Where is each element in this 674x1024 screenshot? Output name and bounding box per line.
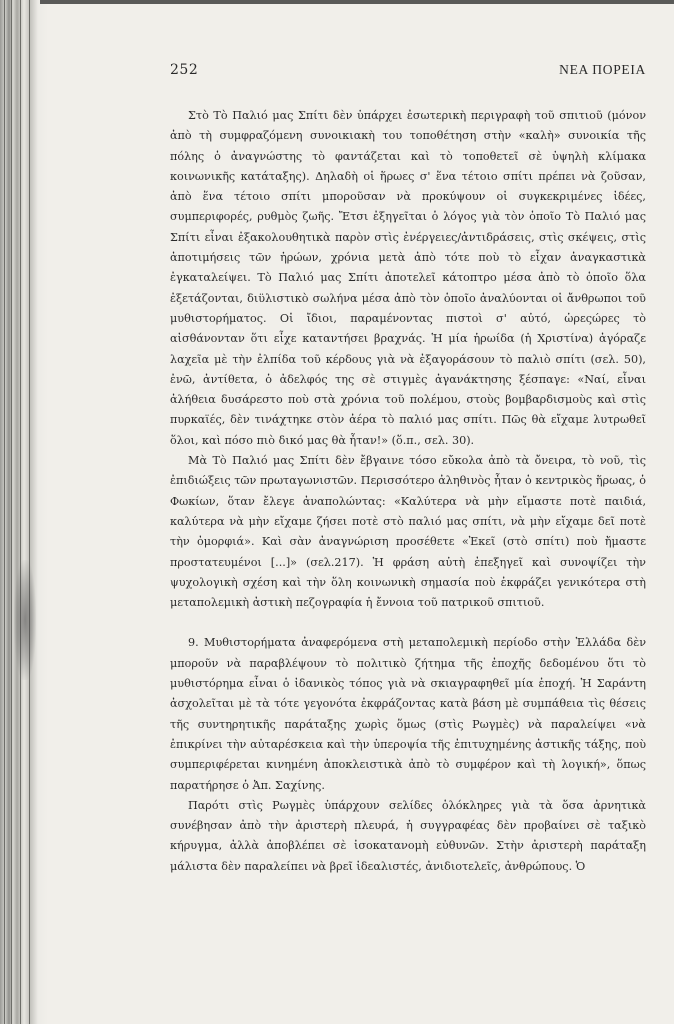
book-spine-shadow — [0, 0, 48, 1024]
spine-line — [20, 0, 21, 1024]
top-edge — [40, 0, 674, 4]
spine-line — [29, 0, 30, 1024]
spine-line — [4, 0, 5, 1024]
paragraph: Παρότι στὶς Ρωγμὲς ὑπάρχουν σελίδες ὁλόκληρες γιὰ τὰ ὅσα ἀρνητικὰ συνέβησαν ἀπὸ τὴν ἀριστερὴ πλευρά, ἡ συγγραφέας δὲν προβαίνει σὲ ταξικὸ κήρυγμα, ἀλλὰ ἀποβλέπει σὲ ἰσοκατανομὴ εὐθυνῶν. Στὴν ἀριστερὴ παράταξη μάλιστα δὲν παραλείπει νὰ βρεῖ ἰδεαλιστές, ἀνιδιοτελεῖς, ἀνθρώπους. Ὁ — [170, 798, 646, 873]
running-head: ΝΕΑ ΠΟΡΕΙΑ — [559, 62, 646, 77]
body-text — [170, 106, 646, 877]
spine-line — [11, 0, 12, 1024]
paragraph: Στὸ Τὸ Παλιό μας Σπίτι δὲν ὑπάρχει ἐσωτερικὴ περιγραφὴ τοῦ σπιτιοῦ (μόνον ἀπὸ τὴ συμφραζόμενη συνοικιακὴ του τοποθέτηση στὴν «καλὴ» συνοικία τῆς πόλης ὁ ἀναγνώστης τὸ φαντάζεται καὶ τὸ τοποθετεῖ σὲ ὑψηλὴ κλίμακα κοινωνικῆς κατάταξης). Δηλαδὴ οἱ ἥρωες σ' ἕνα τέτοιο σπίτι πρέπει νὰ ζοῦσαν, ἀπὸ ἕνα τέτοιο σπίτι μποροῦσαν νὰ προκύψουν οἱ συγκεκριμένες ἰδέες, συμπεριφορές, ρυθμὸς ζωῆς. Ἔτσι ἐξηγεῖται ὁ λόγος γιὰ τὸν ὁποῖο Τὸ Παλιό μας Σπίτι εἶναι ἐξακολουθητικὰ παρὸν στὶς ἐνέργειες/ἀντιδράσεις, στὶς σκέψεις, στὶς ἀποτιμήσεις τῶν ἡρώων, χρόνια μετὰ ἀπὸ τότε ποὺ τὸ εἶχαν ἀναγκαστικὰ ἐγκαταλείψει. Τὸ Παλιό μας Σπίτι ἀποτελεῖ κάτοπτρο μέσα ἀπὸ τὸ ὁποῖο ὅλα ἐξετάζονται, διϋλιστικὸ σωλήνα μέσα ἀπὸ τὸν ὁποῖο ἀναλύονται οἱ ἄνθρωποι τοῦ μυθιστορήματος. Οἱ ἴδιοι, παραμένοντας πιστοὶ σ' αὐτό, ὡρεςώρες τὸ αἰσθάνονταν ὅτι εἶχε καταντήσει βραχνάς. Ἡ μία ἡρωίδα (ἡ Χριστίνα) ἀγόραζε λαχεῖα μὲ τὴν ἐλπίδα τοῦ κέρδους γιὰ νὰ ἐξαγοράσουν τὸ παλιὸ σπίτι (σελ. 50), ἐνῶ, ἀντίθετα, ὁ ἀδελφός της σὲ στιγμὲς ἀγανάκτησης ξέσπαγε: «Ναί, εἶναι ἀλήθεια δυσάρεστο ποὺ στὰ χρόνια τοῦ πολέμου, στοὺς βομβαρδισμοὺς καὶ στὶς πυρκαϊές, δὲν τινάχτηκε στὸν ἀέρα τὸ παλιό μας σπίτι. Πῶς θὰ εἴχαμε λυτρωθεῖ ὅλοι, καὶ πόσο πιὸ δικό μας θὰ ἦταν!» (ὅ.π., σελ. 30). — [170, 109, 646, 447]
page-header — [170, 62, 646, 84]
paragraph: Μὰ Τὸ Παλιό μας Σπίτι δὲν ἔβγαινε τόσο εὔκολα ἀπὸ τὰ ὄνειρα, τὸ νοῦ, τὶς ἐπιδιώξεις τῶν πρωταγωνιστῶν. Περισσότερο ἀληθινὸς ἦταν ὁ κεντρικὸς ἥρωας, ὁ Φωκίων, ὅταν ἔλεγε ἀναπολώντας: «Καλύτερα νὰ μὴν εἴμαστε ποτὲ παιδιά, καλύτερα νὰ μὴν εἴχαμε ζήσει ποτὲ στὸ παλιό μας σπίτι, νὰ μὴν εἴχαμε δεῖ ποτὲ τὴν ὀμορφιά». Καὶ σὰν ἀναγνώριση προσέθετε «Ἐκεῖ (στὸ σπίτι) ποὺ ἤμαστε προστατευμένοι [...]» (σελ.217). Ἡ φράση αὐτὴ ἐπεξηγεῖ καὶ συνοψίζει τὴν ψυχολογικὴ σχέση καὶ τὴν ὅλη κοινωνικὴ σημασία ποὺ ἐκφράζει γενικότερα στὴ μεταπολεμικὴ ἀστικὴ πεζογραφία ἡ ἔννοια τοῦ πατρικοῦ σπιτιοῦ. — [170, 454, 646, 610]
library-stamp — [14, 560, 36, 680]
page-number: 252 — [170, 62, 199, 78]
paragraph: 9. Μυθιστορήματα ἀναφερόμενα στὴ μεταπολεμικὴ περίοδο στὴν Ἑλλάδα δὲν μποροῦν νὰ παραβλέψουν τὸ πολιτικὸ ζήτημα τῆς ἐποχῆς δεδομένου ὅτι τὸ μυθιστόρημα εἶναι ὁ ἰδανικὸς τόπος γιὰ νὰ σκιαγραφηθεῖ μία ἐποχή. Ἡ Σαράντη ἀσχολεῖται μὲ τὰ τότε γεγονότα ἐκφράζοντας κατὰ βάση μὲ συμπάθεια τὶς θέσεις τῆς συντηρητικῆς παράταξης χωρὶς ὅμως (στὶς Ρωγμὲς) νὰ παραλείψει «νὰ ἐπικρίνει τὴν αὐταρέσκεια καὶ τὴν ὑπεροψία τῆς ἐπιτυχημένης ἀστικῆς τάξης, ποὺ συμπεριφέρεται κινημένη ἀποκλειστικὰ ἀπὸ τὸ συμφέρον καὶ τὴ λογική», ὅπως παρατήρησε ὁ Ἀπ. Σαχίνης. — [170, 636, 646, 792]
